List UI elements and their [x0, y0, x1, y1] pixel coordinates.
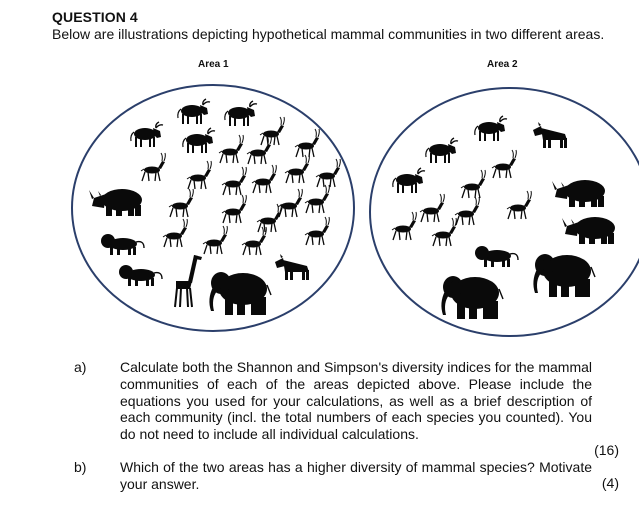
part-a-text: Calculate both the Shannon and Simpson's diversity indices for the mammal communities of each of the areas depicted above. Please include the equations you used for your calculations, as well as a brief description of each community (incl. the total numbers of each species you counted). You do not need to include all individual calculations.: [120, 359, 592, 443]
area-2-circle: [370, 88, 639, 336]
part-b-text: Which of the two areas has a higher diversity of mammal species? Motivate your answer.: [120, 459, 592, 492]
question-title: QUESTION 4: [52, 9, 138, 25]
area-1-label: Area 1: [198, 59, 229, 70]
part-a-letter: a): [74, 359, 87, 375]
part-b-letter: b): [74, 459, 87, 475]
question-intro: Below are illustrations depicting hypothetical mammal communities in two different areas.: [52, 26, 605, 42]
part-b-marks: (4): [601, 475, 619, 491]
part-a-marks: (16): [594, 442, 619, 458]
area-2-label: Area 2: [487, 59, 518, 70]
